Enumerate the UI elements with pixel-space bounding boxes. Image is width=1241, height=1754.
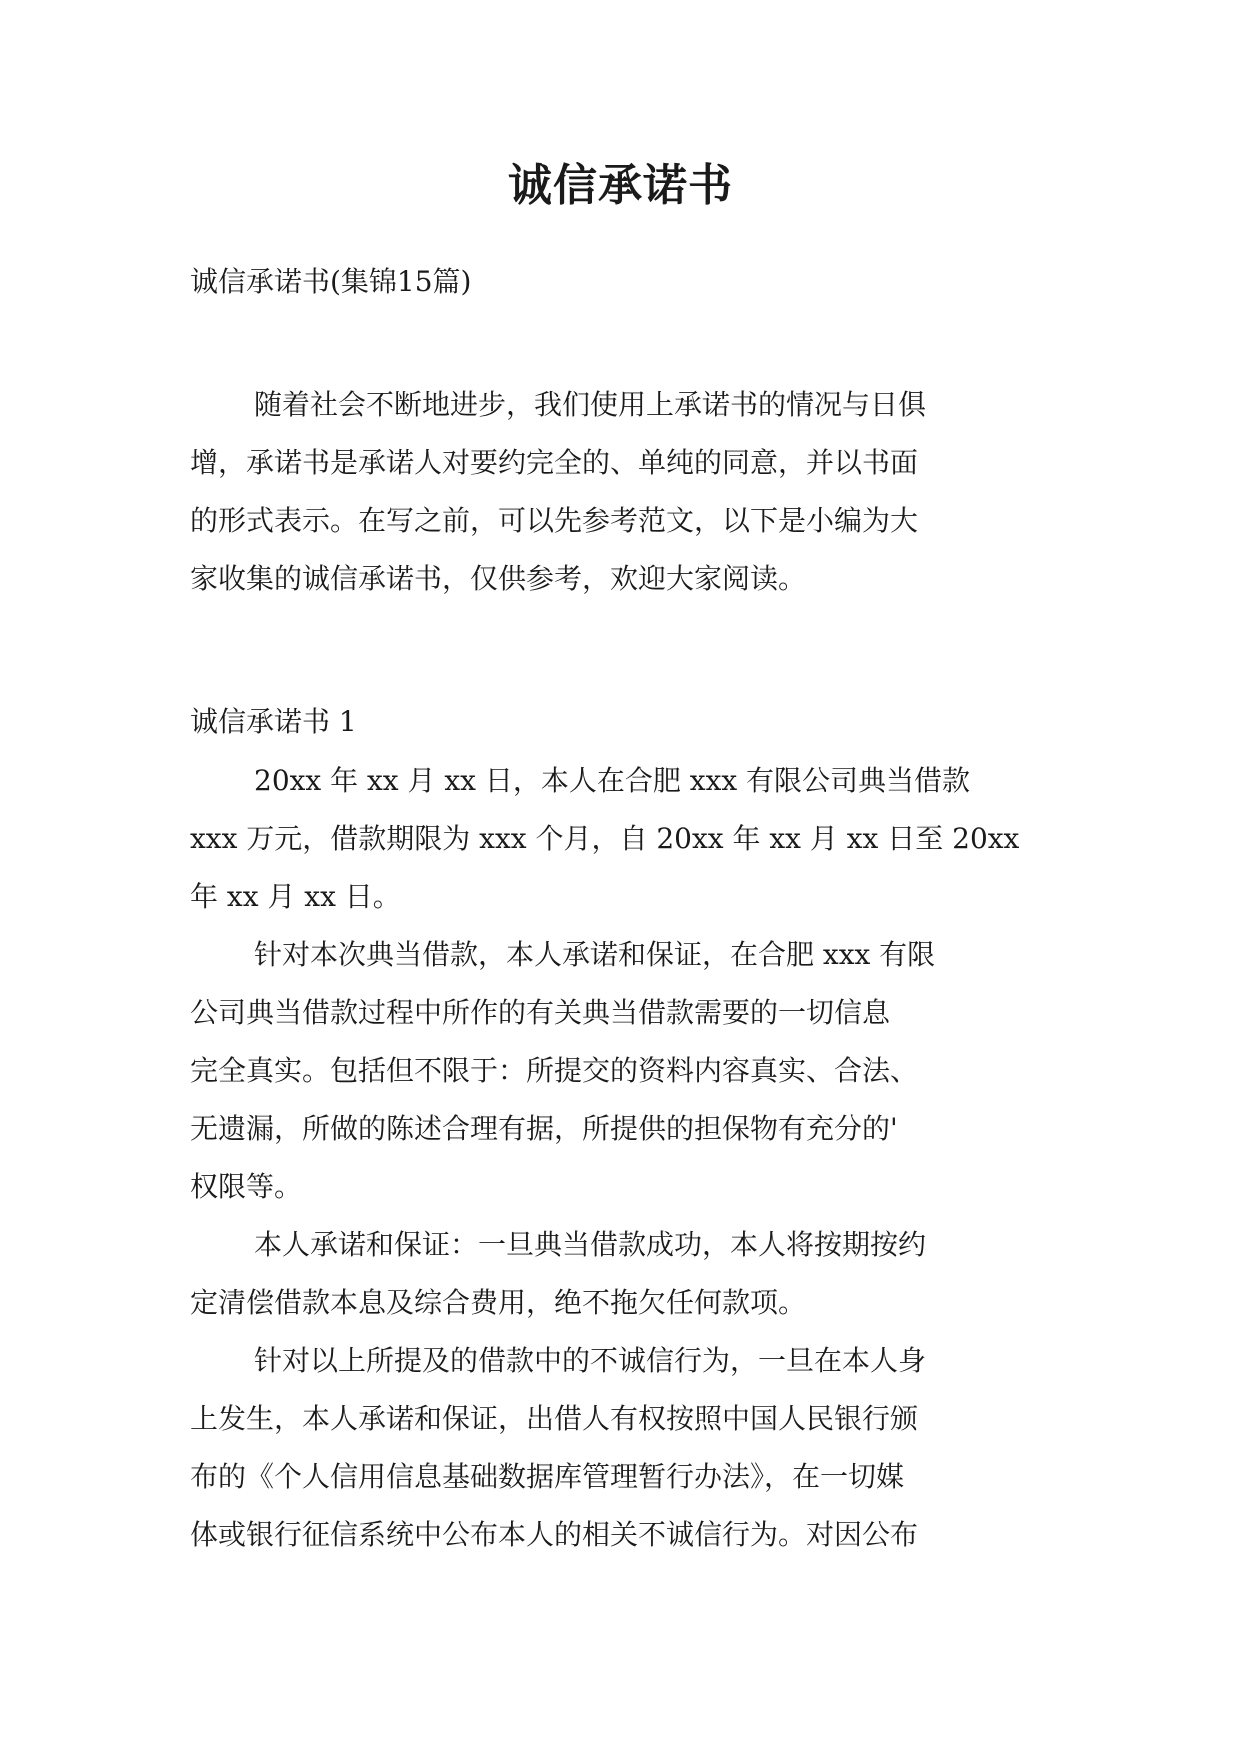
intro-line: 随着社会不断地进步，我们使用上承诺书的情况与日俱: [254, 388, 927, 421]
paragraph-line: 完全真实。包括但不限于：所提交的资料内容真实、合法、: [190, 1054, 919, 1087]
paragraph-line: 公司典当借款过程中所作的有关典当借款需要的一切信息: [190, 996, 891, 1029]
intro-paragraph: [190, 376, 1060, 608]
intro-line: 增，承诺书是承诺人对要约完全的、单纯的同意，并以书面: [190, 446, 919, 479]
paragraph-line: 上发生，本人承诺和保证，出借人有权按照中国人民银行颁: [190, 1402, 919, 1435]
paragraph-line: 布的《个人信用信息基础数据库管理暂行办法》，在一切媒: [190, 1460, 905, 1493]
paragraph-line: 年 xx 月 xx 日。: [190, 880, 401, 913]
paragraph-line: 体或银行征信系统中公布本人的相关不诚信行为。对因公布: [190, 1518, 919, 1551]
paragraph-line: 权限等。: [190, 1170, 303, 1203]
intro-line: 家收集的诚信承诺书，仅供参考，欢迎大家阅读。: [190, 562, 807, 595]
section-body: [190, 752, 1060, 1564]
document-subtitle: 诚信承诺书(集锦15篇): [190, 265, 472, 298]
intro-line: 的形式表示。在写之前，可以先参考范文，以下是小编为大: [190, 504, 919, 537]
document-title: 诚信承诺书: [508, 160, 733, 211]
paragraph-line: 无遗漏，所做的陈述合理有据，所提供的担保物有充分的': [190, 1112, 898, 1145]
paragraph-line: 针对以上所提及的借款中的不诚信行为，一旦在本人身: [254, 1344, 927, 1377]
paragraph-line: 针对本次典当借款，本人承诺和保证，在合肥 xxx 有限: [254, 938, 936, 971]
paragraph-line: 20xx 年 xx 月 xx 日，本人在合肥 xxx 有限公司典当借款: [254, 764, 971, 797]
section-heading: 诚信承诺书 1: [190, 705, 357, 738]
paragraph-line: 本人承诺和保证：一旦典当借款成功，本人将按期按约: [254, 1228, 927, 1261]
paragraph-line: xxx 万元，借款期限为 xxx 个月，自 20xx 年 xx 月 xx 日至 20xx: [190, 822, 1020, 855]
paragraph-line: 定清偿借款本息及综合费用，绝不拖欠任何款项。: [190, 1286, 807, 1319]
